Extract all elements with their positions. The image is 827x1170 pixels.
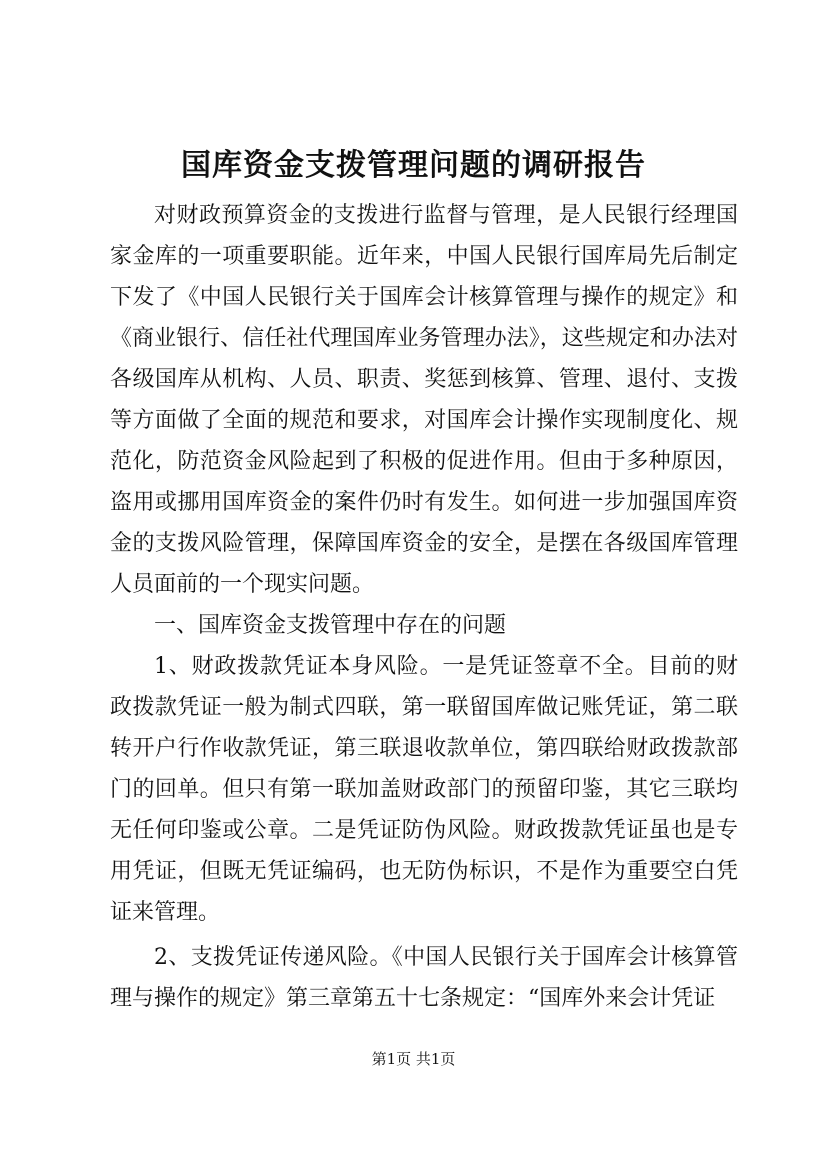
document-body <box>110 195 738 1019</box>
page-footer: 第1页 共1页 <box>371 1050 456 1068</box>
document-title: 国库资金支拨管理问题的调研报告 <box>181 148 646 183</box>
paragraph-intro: 对财政预算资金的支拨进行监督与管理，是人民银行经理国家金库的一项重要职能。近年来，中国人民银行国库局先后制定下发了《中国人民银行关于国库会计核算管理与操作的规定》和《商业银行、信任社代理国库业务管理办法》，这些规定和办法对各级国库从机构、人员、职责、奖惩到核算、管理、退付、支拨等方面做了全面的规范和要求，对国库会计操作实现制度化、规范化，防范资金风险起到了积极的促进作用。但由于多种原因，盗用或挪用国库资金的案件仍时有发生。如何进一步加强国库资金的支拨风险管理，保障国库资金的安全，是摆在各级国库管理人员面前的一个现实问题。 <box>110 203 738 597</box>
paragraph-transfer-risk: 2、支拨凭证传递风险。《中国人民银行关于国库会计核算管理与操作的规定》第三章第五十七条规定：“国库外来会计凭证 <box>110 945 738 1011</box>
paragraph-voucher-risk: 1、财政拨款凭证本身风险。一是凭证签章不全。目前的财政拨款凭证一般为制式四联，第一联留国库做记账凭证，第二联转开户行作收款凭证，第三联退收款单位，第四联给财政拨款部门的回单。但只有第一联加盖财政部门的预留印鉴，其它三联均无任何印鉴或公章。二是凭证防伪风险。财政拨款凭证虽也是专用凭证，但既无凭证编码，也无防伪标识，不是作为重要空白凭证来管理。 <box>110 654 738 925</box>
section-heading-problems: 一、国库资金支拨管理中存在的问题 <box>154 613 507 638</box>
